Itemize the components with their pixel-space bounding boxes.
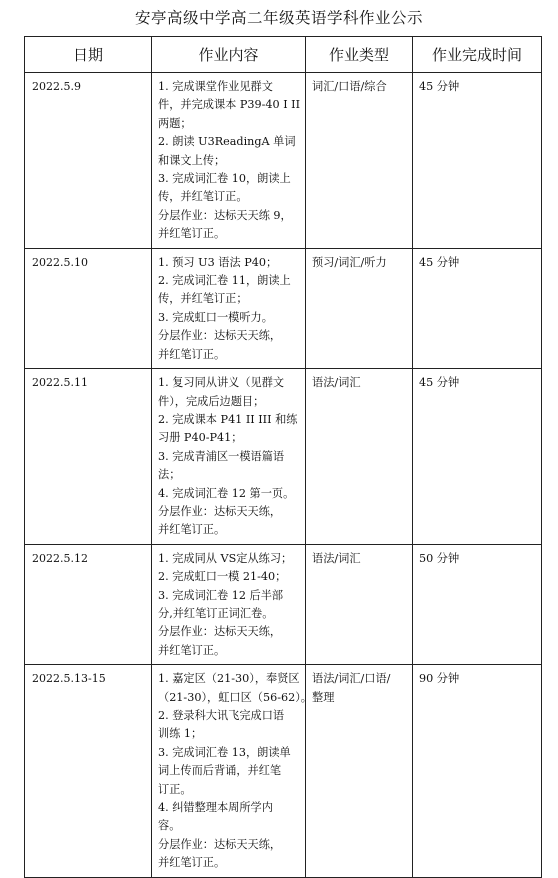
time-cell: 45 分钟 — [413, 248, 542, 368]
time-cell: 45 分钟 — [413, 369, 542, 545]
table-row — [25, 665, 542, 877]
content-line: 分层作业：达标天天练， — [158, 504, 282, 518]
table-row — [25, 544, 542, 664]
content-line: 分层作业：达标天天练， — [158, 329, 282, 343]
time-cell: 50 分钟 — [413, 544, 542, 664]
content-line: 容。 — [158, 819, 181, 833]
content-line: 词上传而后背诵，并红笔 — [158, 764, 282, 778]
content-line: 2. 完成课本 P41 II III 和练 — [158, 412, 298, 426]
content-line: 3. 完成虹口一模听力。 — [158, 310, 273, 324]
header-type: 作业类型 — [306, 37, 413, 73]
content-line: 4. 纠错整理本周所学内 — [158, 801, 273, 815]
content-line: 3. 完成词汇卷 13，朗读单 — [158, 745, 291, 759]
content-line: 分层作业：达标天天练 9， — [158, 208, 292, 222]
page-title: 安亭高级中学高二年级英语学科作业公示 — [134, 9, 423, 27]
content-cell — [152, 369, 306, 545]
type-line: 语法/词汇 — [312, 551, 361, 565]
type-cell — [306, 544, 413, 664]
content-line: 件，并完成课本 P39-40 I II — [158, 98, 301, 112]
content-line: 并红笔订正。 — [158, 643, 226, 657]
date-cell: 2022.5.11 — [25, 369, 152, 545]
type-line: 语法/词汇 — [312, 376, 361, 390]
content-line: 并红笔订正。 — [158, 227, 226, 241]
header-time: 作业完成时间 — [413, 37, 542, 73]
header-row — [25, 37, 542, 73]
content-line: 1. 复习同从讲义（见群文 — [158, 376, 285, 390]
content-line: 两题； — [158, 116, 192, 130]
content-line: 分层作业：达标天天练， — [158, 837, 282, 851]
content-line: （21-30），虹口区（56-62）。 — [158, 690, 312, 704]
content-line: 2. 完成虹口一模 21-40； — [158, 570, 287, 584]
table-row — [25, 369, 542, 545]
content-cell — [152, 544, 306, 664]
table-row — [25, 73, 542, 249]
date-cell: 2022.5.12 — [25, 544, 152, 664]
content-line: 1. 嘉定区（21-30），奉贤区 — [158, 672, 300, 686]
content-line: 并红笔订正。 — [158, 347, 226, 361]
type-line: 预习/词汇/听力 — [312, 255, 387, 269]
type-cell — [306, 369, 413, 545]
content-line: 1. 完成课堂作业见群文 — [158, 80, 273, 93]
homework-table — [24, 36, 542, 878]
content-line: 4. 完成词汇卷 12 第一页。 — [158, 486, 295, 500]
content-line: 3. 完成青浦区一模语篇语 — [158, 449, 285, 463]
type-line: 词汇/口语/综合 — [312, 80, 387, 93]
content-line: 法； — [158, 468, 181, 482]
content-line: 件），完成后边题目； — [158, 394, 265, 408]
content-line: 2. 登录科大讯飞完成口语 — [158, 709, 285, 722]
time-cell: 45 分钟 — [413, 73, 542, 249]
table-body — [25, 73, 542, 878]
content-line: 和课文上传； — [158, 153, 226, 167]
type-cell — [306, 665, 413, 877]
content-line: 并红笔订正。 — [158, 523, 226, 537]
content-line: 订正。 — [158, 782, 192, 796]
content-cell — [152, 665, 312, 877]
content-line: 1. 预习 U3 语法 P40； — [158, 255, 278, 269]
header-date: 日期 — [25, 37, 152, 73]
content-cell — [152, 248, 306, 368]
time-cell: 90 分钟 — [413, 665, 542, 877]
content-line: 分层作业：达标天天练， — [158, 625, 282, 639]
content-line: 1. 完成同从 VS定从练习； — [158, 551, 293, 565]
content-line: 2. 完成词汇卷 11，朗读上 — [158, 274, 291, 288]
content-line: 训练 1； — [158, 727, 203, 741]
header-content: 作业内容 — [152, 37, 306, 73]
type-cell — [306, 248, 413, 368]
date-cell: 2022.5.9 — [25, 73, 152, 249]
content-cell — [152, 73, 306, 249]
content-line: 并红笔订正。 — [158, 856, 226, 870]
type-cell — [306, 73, 413, 249]
content-line: 传，并红笔订正； — [158, 292, 248, 306]
table-row — [25, 248, 542, 368]
content-line: 3. 完成词汇卷 10，朗读上 — [158, 172, 291, 186]
type-line: 语法/词汇/口语/ — [312, 672, 391, 686]
type-line: 整理 — [312, 690, 335, 704]
date-cell: 2022.5.13-15 — [25, 665, 152, 877]
content-line: 分,并红笔订正词汇卷。 — [158, 606, 274, 620]
content-line: 习册 P40-P41； — [158, 431, 243, 445]
content-line: 3. 完成词汇卷 12 后半部 — [158, 588, 284, 602]
content-line: 传，并红笔订正。 — [158, 190, 248, 204]
content-line: 2. 朗读 U3ReadingA 单词 — [158, 135, 296, 149]
date-cell: 2022.5.10 — [25, 248, 152, 368]
